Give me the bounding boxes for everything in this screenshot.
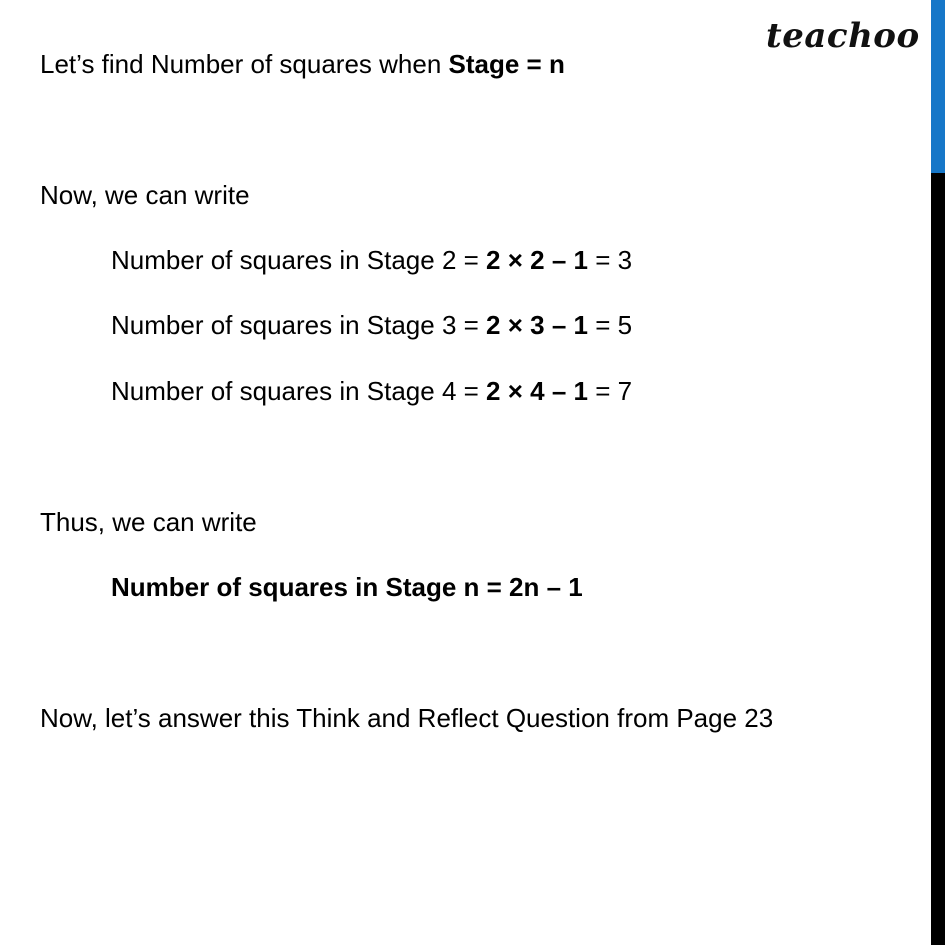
accent-bar-black: [931, 173, 945, 945]
stage-2-text: Number of squares in Stage 2 =: [111, 245, 487, 275]
closing-line: Now, let’s answer this Think and Reflect Question from Page 23: [40, 703, 774, 733]
stage-3-expression: 2 × 3 – 1: [486, 310, 588, 340]
intro-bold: Stage = n: [448, 49, 565, 79]
accent-bar-blue: [931, 0, 945, 173]
stage-4-result: = 7: [587, 376, 633, 406]
stage-3-text: Number of squares in Stage 3 =: [111, 310, 487, 340]
stage-2-expression: 2 × 2 – 1: [486, 245, 588, 275]
stage-4-line: [111, 375, 632, 407]
stage-2-line: [111, 244, 632, 276]
stage-3-result: = 5: [587, 310, 633, 340]
stage-3-line: [111, 309, 632, 341]
stage-4-expression: 2 × 4 – 1: [486, 376, 588, 406]
intro-line: [40, 48, 565, 80]
thus-write-line: Thus, we can write: [40, 507, 257, 537]
general-formula: Number of squares in Stage n = 2n – 1: [111, 572, 583, 602]
stage-2-result: = 3: [587, 245, 633, 275]
intro-text: Let’s find Number of squares when: [40, 49, 449, 79]
now-write-line: Now, we can write: [40, 180, 250, 210]
stage-4-text: Number of squares in Stage 4 =: [111, 376, 487, 406]
teachoo-logo: teachoo: [766, 16, 920, 56]
